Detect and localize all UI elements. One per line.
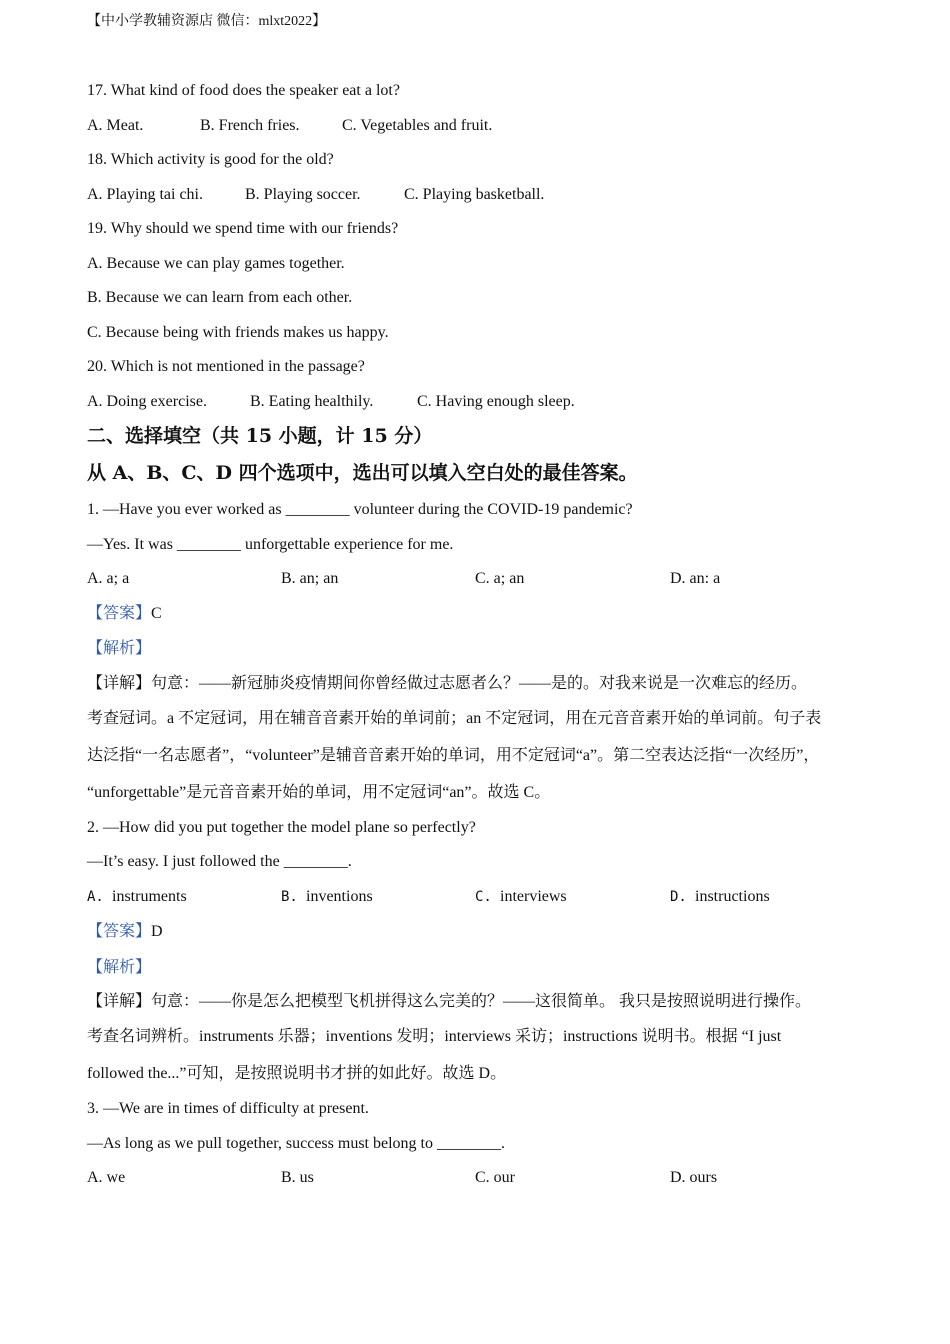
option-a: A. we [87, 1169, 126, 1186]
option-c: C. our [475, 1169, 515, 1186]
detail-2-line-2: 考查名词辨析。instruments 乐器；inventions 发明；interviews 采访；instructions 说明书。根据 “I just [87, 1028, 782, 1045]
option-b: B. Playing soccer. [245, 186, 361, 203]
detail-1-line-4: “unforgettable”是元音音素开始的单词，用不定冠词“an”。故选 C。 [87, 784, 551, 801]
option-c: C. Having enough sleep. [417, 393, 575, 410]
option-b: B. us [281, 1169, 314, 1186]
detail-1-line-1: 【详解】句意：——新冠肺炎疫情期间你曾经做过志愿者么？——是的。对我来说是一次难忘的经历。 [87, 675, 808, 692]
question-20: 20. Which is not mentioned in the passage? [87, 358, 365, 375]
question-1-line-1: 1. —Have you ever worked as ________ volunteer during the COVID-19 pandemic? [87, 501, 633, 518]
question-1-line-2: —Yes. It was ________ unforgettable experience for me. [87, 536, 454, 553]
detail-2-line-1: 【详解】句意：——你是怎么把模型飞机拼得这么完美的？——这很简单。 我只是按照说明进行操作。 [87, 993, 812, 1010]
question-2-line-2: —It’s easy. I just followed the ________. [87, 853, 352, 870]
section-title: 二、选择填空（共 15 小题，计 15 分） [87, 425, 433, 447]
option-c: C. Vegetables and fruit. [342, 117, 493, 134]
question-3-line-2: —As long as we pull together, success must belong to ________. [87, 1135, 505, 1152]
option-c-label: C. [475, 889, 492, 905]
option-d: D. ours [670, 1169, 718, 1186]
answer-label: 【答案】 [87, 605, 152, 622]
section-instruction: 从 A、B、C、D 四个选项中，选出可以填入空白处的最佳答案。 [87, 462, 638, 484]
question-17: 17. What kind of food does the speaker eat a lot? [87, 82, 400, 99]
option-a-label: A. [87, 889, 104, 905]
answer-value: C [151, 605, 162, 622]
option-a: A. Because we can play games together. [87, 255, 345, 272]
answer-2 [87, 922, 163, 942]
question-2-line-1: 2. —How did you put together the model plane so perfectly? [87, 819, 476, 836]
option-b: B. an; an [281, 570, 339, 587]
watermark-header: 【中小学教辅资源店 微信：mlxt2022】 [87, 14, 327, 29]
question-19: 19. Why should we spend time with our friends? [87, 220, 399, 237]
analysis-label-1: 【解析】 [87, 640, 152, 657]
option-a: A. Playing tai chi. [87, 186, 203, 203]
option-c: C. Because being with friends makes us happy. [87, 324, 389, 341]
option-c: interviews [500, 888, 567, 905]
answer-1 [87, 604, 162, 624]
option-a: A. a; a [87, 570, 130, 587]
answer-label: 【答案】 [87, 923, 152, 940]
detail-1-line-3: 达泛指“一名志愿者”，“volunteer”是辅音音素开始的单词，用不定冠词“a”。第二空表达泛指“一次经历”， [87, 747, 820, 764]
answer-value: D [151, 923, 163, 940]
option-b: B. French fries. [200, 117, 300, 134]
option-d: instructions [695, 888, 770, 905]
option-d-label: D. [670, 889, 687, 905]
option-c: C. Playing basketball. [404, 186, 545, 203]
option-a: instruments [112, 888, 187, 905]
option-b-label: B. [281, 889, 298, 905]
option-b: inventions [306, 888, 373, 905]
option-a: A. Doing exercise. [87, 393, 207, 410]
option-a: A. Meat. [87, 117, 144, 134]
detail-1-line-2: 考查冠词。a 不定冠词，用在辅音音素开始的单词前；an 不定冠词，用在元音音素开始的单词前。句子表 [87, 710, 822, 727]
option-b: B. Eating healthily. [250, 393, 374, 410]
option-b: B. Because we can learn from each other. [87, 289, 353, 306]
question-3-line-1: 3. —We are in times of difficulty at present. [87, 1100, 369, 1117]
analysis-label-2: 【解析】 [87, 959, 152, 976]
option-d: D. an: a [670, 570, 721, 587]
detail-2-line-3: followed the...”可知，是按照说明书才拼的如此好。故选 D。 [87, 1065, 507, 1082]
question-18: 18. Which activity is good for the old? [87, 151, 334, 168]
option-c: C. a; an [475, 570, 525, 587]
